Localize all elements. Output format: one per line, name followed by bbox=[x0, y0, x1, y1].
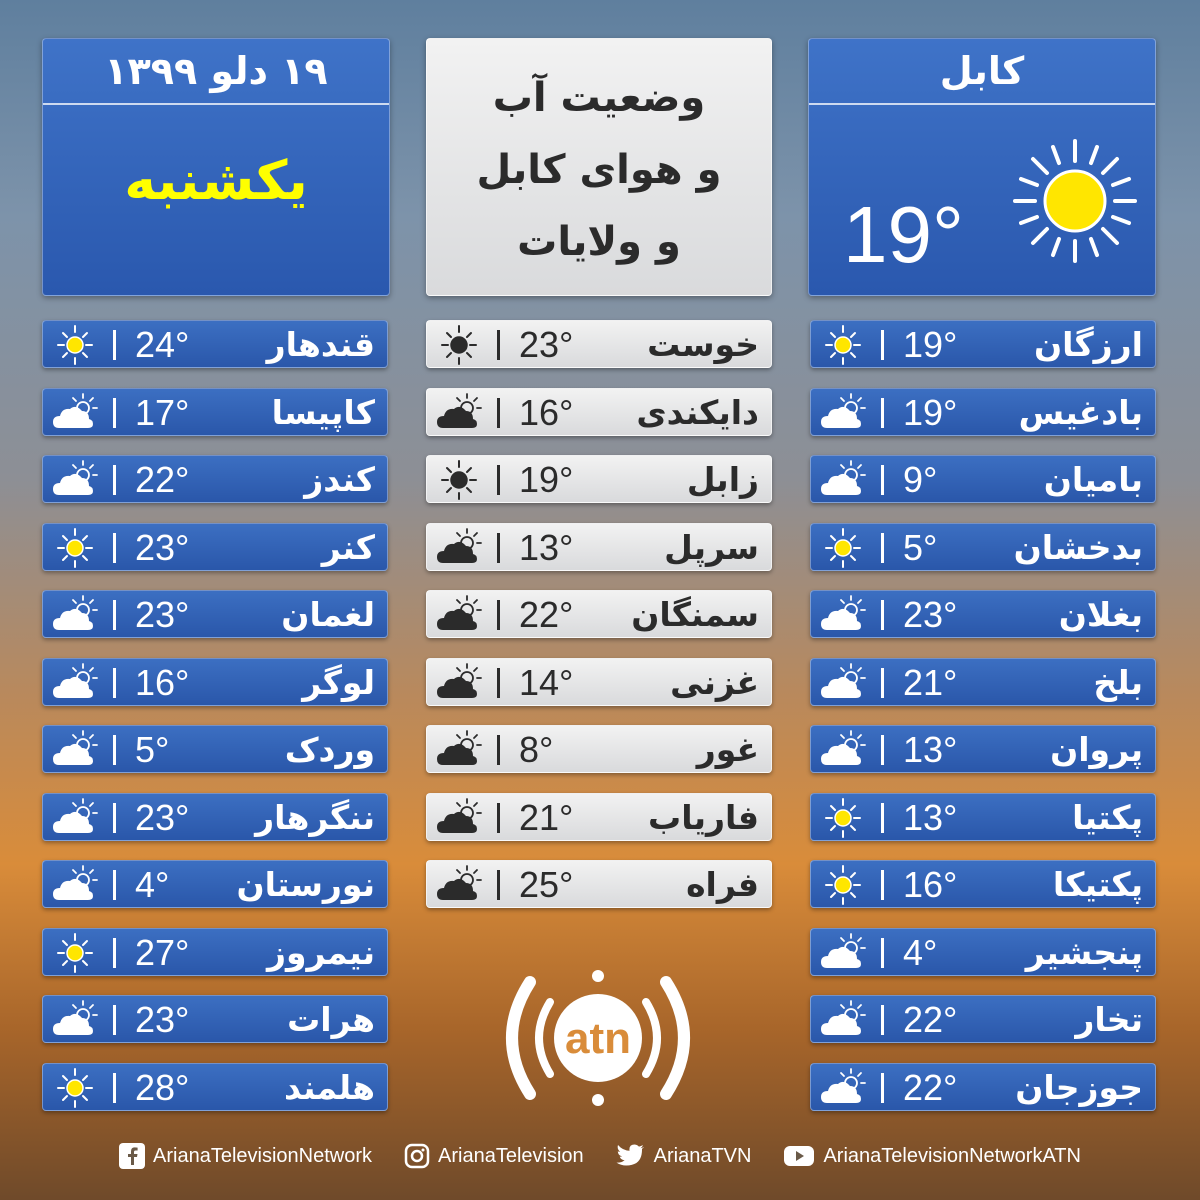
province-name: بدخشان bbox=[1013, 528, 1143, 567]
separator bbox=[497, 735, 500, 765]
province-name: زابل bbox=[686, 460, 759, 499]
province-row bbox=[810, 793, 1156, 841]
separator bbox=[881, 465, 884, 495]
partly-cloudy-icon bbox=[435, 797, 483, 839]
separator bbox=[497, 533, 500, 563]
separator bbox=[881, 533, 884, 563]
province-row bbox=[426, 523, 772, 571]
province-row bbox=[810, 995, 1156, 1043]
separator bbox=[113, 1073, 116, 1103]
kabul-card bbox=[808, 38, 1156, 296]
province-row bbox=[42, 523, 388, 571]
province-name: پروان bbox=[1050, 730, 1143, 769]
separator bbox=[881, 1005, 884, 1035]
facebook-icon bbox=[119, 1143, 145, 1169]
separator bbox=[497, 330, 500, 360]
sun-icon bbox=[819, 864, 867, 906]
youtube-icon bbox=[783, 1144, 815, 1168]
province-temp: 19° bbox=[519, 459, 574, 500]
province-name: بغلان bbox=[1058, 595, 1143, 634]
province-temp: 24° bbox=[135, 324, 190, 365]
province-row bbox=[42, 995, 388, 1043]
province-temp: 8° bbox=[519, 729, 554, 770]
facebook-handle: ArianaTelevisionNetwork bbox=[153, 1144, 373, 1167]
province-temp: 17° bbox=[135, 392, 190, 433]
partly-cloudy-icon bbox=[819, 999, 867, 1041]
province-temp: 13° bbox=[903, 729, 958, 770]
province-name: هلمند bbox=[283, 1068, 375, 1107]
province-row bbox=[426, 590, 772, 638]
province-row bbox=[42, 455, 388, 503]
province-row bbox=[426, 793, 772, 841]
province-temp: 16° bbox=[135, 662, 190, 703]
separator bbox=[113, 735, 116, 765]
facebook-link[interactable] bbox=[119, 1143, 372, 1169]
province-name: پکتیکا bbox=[1052, 865, 1143, 904]
province-temp: 27° bbox=[135, 932, 190, 973]
province-name: هرات bbox=[287, 1000, 375, 1039]
separator bbox=[881, 668, 884, 698]
province-row bbox=[42, 725, 388, 773]
partly-cloudy-icon bbox=[51, 392, 99, 434]
sun-icon bbox=[51, 324, 99, 366]
partly-cloudy-icon bbox=[51, 662, 99, 704]
province-name: غزنی bbox=[670, 663, 759, 702]
partly-cloudy-icon bbox=[435, 864, 483, 906]
province-temp: 4° bbox=[903, 932, 938, 973]
partly-cloudy-icon bbox=[51, 797, 99, 839]
province-row bbox=[42, 860, 388, 908]
separator bbox=[113, 330, 116, 360]
kabul-city: کابل bbox=[809, 39, 1155, 105]
title-line-1: وضعیت آب bbox=[492, 75, 706, 121]
partly-cloudy-icon bbox=[51, 459, 99, 501]
province-temp: 22° bbox=[903, 1067, 958, 1108]
province-name: نورستان bbox=[236, 865, 375, 904]
province-temp: 14° bbox=[519, 662, 574, 703]
partly-cloudy-icon bbox=[51, 729, 99, 771]
separator bbox=[497, 668, 500, 698]
province-name: وردک bbox=[284, 730, 375, 769]
separator bbox=[113, 870, 116, 900]
province-temp: 19° bbox=[903, 324, 958, 365]
province-row bbox=[810, 455, 1156, 503]
province-temp: 21° bbox=[519, 797, 574, 838]
province-row bbox=[426, 725, 772, 773]
partly-cloudy-icon bbox=[435, 392, 483, 434]
separator bbox=[113, 668, 116, 698]
separator bbox=[881, 735, 884, 765]
province-name: نیمروز bbox=[266, 933, 375, 972]
separator bbox=[881, 398, 884, 428]
province-name: دایکندی bbox=[636, 393, 759, 432]
province-row bbox=[42, 658, 388, 706]
province-name: پکتیا bbox=[1072, 798, 1143, 837]
date-label: ۱۹ دلو ۱۳۹۹ bbox=[43, 39, 389, 105]
date-card bbox=[42, 38, 390, 296]
separator bbox=[881, 600, 884, 630]
partly-cloudy-icon bbox=[51, 864, 99, 906]
province-temp: 13° bbox=[519, 527, 574, 568]
partly-cloudy-icon bbox=[435, 662, 483, 704]
day-label: یکشنبه bbox=[124, 149, 308, 212]
logo-text: atn bbox=[565, 1014, 631, 1063]
sun-icon bbox=[819, 527, 867, 569]
separator bbox=[497, 803, 500, 833]
province-temp: 16° bbox=[903, 864, 958, 905]
separator bbox=[113, 938, 116, 968]
separator bbox=[881, 1073, 884, 1103]
province-row bbox=[426, 388, 772, 436]
province-name: کندز bbox=[304, 460, 375, 499]
province-name: سرپل bbox=[664, 528, 759, 567]
title-line-3: و ولایات bbox=[517, 219, 681, 265]
separator bbox=[113, 803, 116, 833]
sun-icon bbox=[51, 527, 99, 569]
province-name: خوست bbox=[647, 325, 759, 364]
province-temp: 4° bbox=[135, 864, 170, 905]
province-temp: 23° bbox=[135, 527, 190, 568]
province-temp: 25° bbox=[519, 864, 574, 905]
province-row bbox=[810, 388, 1156, 436]
province-name: لغمان bbox=[281, 595, 375, 634]
partly-cloudy-icon bbox=[819, 729, 867, 771]
sun-icon bbox=[435, 324, 483, 366]
province-name: بادغیس bbox=[1018, 393, 1143, 432]
sun-icon bbox=[51, 1067, 99, 1109]
twitter-link[interactable] bbox=[616, 1143, 752, 1169]
partly-cloudy-icon bbox=[51, 594, 99, 636]
partly-cloudy-icon bbox=[819, 392, 867, 434]
province-temp: 22° bbox=[903, 999, 958, 1040]
province-temp: 23° bbox=[135, 797, 190, 838]
instagram-handle: ArianaTelevision bbox=[438, 1144, 584, 1167]
twitter-handle: ArianaTVN bbox=[653, 1144, 752, 1167]
separator bbox=[497, 600, 500, 630]
youtube-link[interactable] bbox=[783, 1144, 1081, 1168]
separator bbox=[113, 465, 116, 495]
separator bbox=[113, 1005, 116, 1035]
province-temp: 9° bbox=[903, 459, 938, 500]
province-temp: 5° bbox=[903, 527, 938, 568]
province-temp: 22° bbox=[135, 459, 190, 500]
province-row bbox=[810, 1063, 1156, 1111]
province-row bbox=[810, 320, 1156, 368]
partly-cloudy-icon bbox=[819, 594, 867, 636]
title-line-2: و هوای کابل bbox=[476, 147, 722, 193]
separator bbox=[881, 330, 884, 360]
sun-icon bbox=[1005, 131, 1145, 271]
province-name: سمنگان bbox=[631, 595, 759, 634]
separator bbox=[881, 803, 884, 833]
partly-cloudy-icon bbox=[435, 527, 483, 569]
province-row bbox=[810, 725, 1156, 773]
sun-icon bbox=[819, 797, 867, 839]
partly-cloudy-icon bbox=[819, 459, 867, 501]
partly-cloudy-icon bbox=[819, 932, 867, 974]
province-row bbox=[426, 658, 772, 706]
province-row bbox=[810, 590, 1156, 638]
province-row bbox=[42, 320, 388, 368]
twitter-icon bbox=[616, 1143, 646, 1169]
province-name: بلخ bbox=[1093, 663, 1143, 702]
instagram-link[interactable] bbox=[404, 1143, 584, 1169]
province-temp: 16° bbox=[519, 392, 574, 433]
province-row bbox=[810, 658, 1156, 706]
partly-cloudy-icon bbox=[435, 594, 483, 636]
province-row bbox=[426, 320, 772, 368]
province-row bbox=[42, 388, 388, 436]
partly-cloudy-icon bbox=[435, 729, 483, 771]
province-temp: 23° bbox=[135, 594, 190, 635]
province-row bbox=[810, 860, 1156, 908]
province-name: لوگر bbox=[302, 663, 375, 702]
separator bbox=[497, 870, 500, 900]
province-name: جوزجان bbox=[1015, 1068, 1143, 1107]
province-name: تخار bbox=[1075, 1000, 1143, 1039]
province-row bbox=[42, 793, 388, 841]
province-temp: 21° bbox=[903, 662, 958, 703]
province-name: غور bbox=[696, 730, 759, 769]
separator bbox=[113, 398, 116, 428]
province-temp: 23° bbox=[519, 324, 574, 365]
province-row bbox=[426, 455, 772, 503]
province-name: پنجشیر bbox=[1025, 933, 1143, 972]
atn-logo bbox=[488, 958, 708, 1118]
footer bbox=[0, 1136, 1200, 1176]
separator bbox=[881, 870, 884, 900]
province-name: کاپیسا bbox=[271, 393, 375, 432]
youtube-handle: ArianaTelevisionNetworkATN bbox=[823, 1144, 1081, 1167]
separator bbox=[113, 533, 116, 563]
title-card bbox=[426, 38, 772, 296]
separator bbox=[113, 600, 116, 630]
province-row bbox=[426, 860, 772, 908]
province-temp: 23° bbox=[135, 999, 190, 1040]
sun-icon bbox=[51, 932, 99, 974]
province-name: ارزگان bbox=[1033, 325, 1143, 364]
province-row bbox=[42, 1063, 388, 1111]
province-temp: 5° bbox=[135, 729, 170, 770]
separator bbox=[497, 465, 500, 495]
province-row bbox=[42, 590, 388, 638]
province-row bbox=[42, 928, 388, 976]
partly-cloudy-icon bbox=[819, 1067, 867, 1109]
province-temp: 13° bbox=[903, 797, 958, 838]
province-temp: 19° bbox=[903, 392, 958, 433]
province-name: قندهار bbox=[266, 325, 375, 364]
separator bbox=[497, 398, 500, 428]
kabul-temp: 19° bbox=[843, 190, 964, 279]
sun-icon bbox=[435, 459, 483, 501]
province-name: کنر bbox=[321, 528, 375, 567]
partly-cloudy-icon bbox=[51, 999, 99, 1041]
separator bbox=[881, 938, 884, 968]
province-row bbox=[810, 928, 1156, 976]
province-temp: 22° bbox=[519, 594, 574, 635]
province-name: فاریاب bbox=[648, 798, 759, 837]
province-temp: 23° bbox=[903, 594, 958, 635]
province-name: ننگرهار bbox=[255, 798, 375, 837]
province-name: فراه bbox=[686, 865, 759, 904]
partly-cloudy-icon bbox=[819, 662, 867, 704]
sun-icon bbox=[819, 324, 867, 366]
province-name: بامیان bbox=[1043, 460, 1143, 499]
instagram-icon bbox=[404, 1143, 430, 1169]
province-temp: 28° bbox=[135, 1067, 190, 1108]
province-row bbox=[810, 523, 1156, 571]
